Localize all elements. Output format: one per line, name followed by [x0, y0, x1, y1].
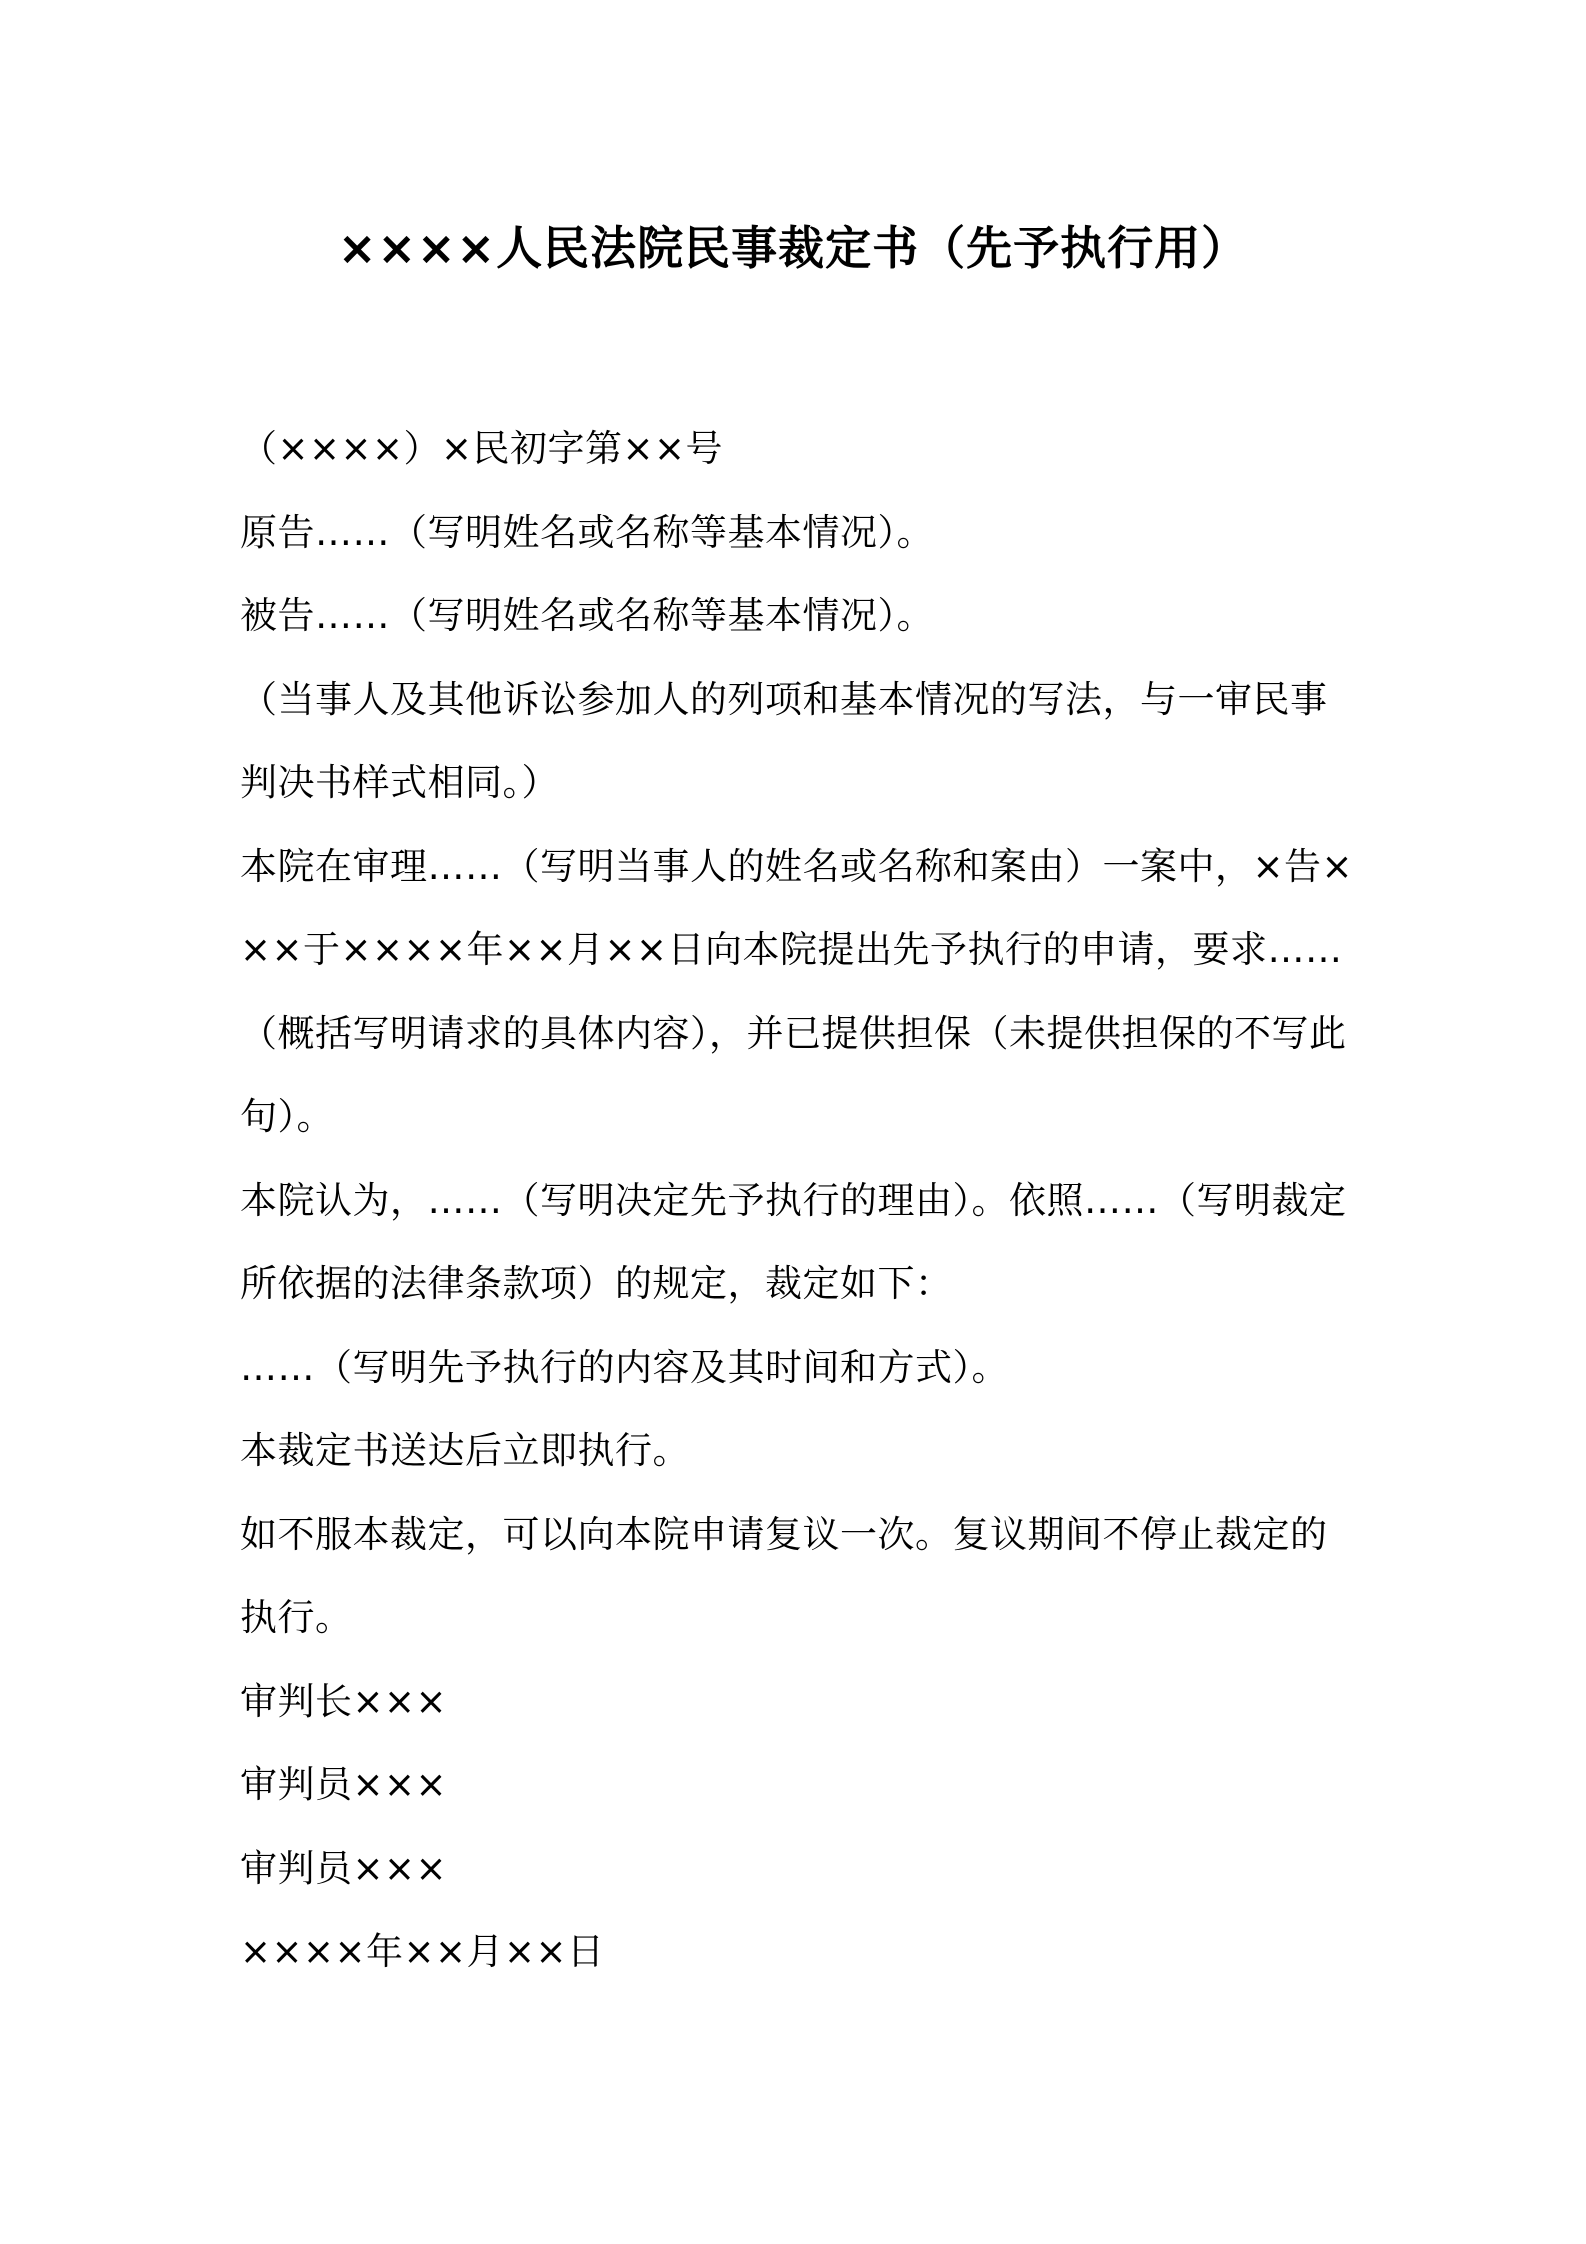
case-number: （××××）×民初字第××号	[240, 427, 724, 470]
facts-paragraph: 本院在审理……（写明当事人的姓名或名称和案由）一案中，×告×××于××××年××月××日向本院提出先予执行的申请，要求……（概括写明请求的具体内容），并已提供担保（未提供担保的不写此句）。	[240, 844, 1354, 1138]
presiding-judge-signature: 审判长×××	[240, 1679, 448, 1723]
plaintiff-line: 原告……（写明姓名或名称等基本情况）。	[240, 510, 934, 554]
appeal-paragraph: 如不服本裁定，可以向本院申请复议一次。复议期间不停止裁定的执行。	[240, 1512, 1328, 1639]
parties-note: （当事人及其他诉讼参加人的列项和基本情况的写法，与一审民事判决书样式相同。）	[240, 677, 1328, 804]
judge-signature-2: 审判员×××	[240, 1846, 448, 1890]
document-title: ××××人民法院民事裁定书（先予执行用）	[337, 221, 1249, 275]
reasoning-paragraph: 本院认为，……（写明决定先予执行的理由）。依照……（写明裁定所依据的法律条款项）的规定，裁定如下：	[240, 1178, 1347, 1305]
effect-paragraph: 本裁定书送达后立即执行。	[240, 1429, 690, 1472]
defendant-line: 被告……（写明姓名或名称等基本情况）。	[240, 594, 934, 637]
ruling-paragraph: ……（写明先予执行的内容及其时间和方式）。	[240, 1345, 1009, 1389]
judge-signature-1: 审判员×××	[240, 1763, 448, 1806]
document-body	[240, 407, 1358, 1994]
document-date: ××××年××月××日	[240, 1930, 605, 1973]
